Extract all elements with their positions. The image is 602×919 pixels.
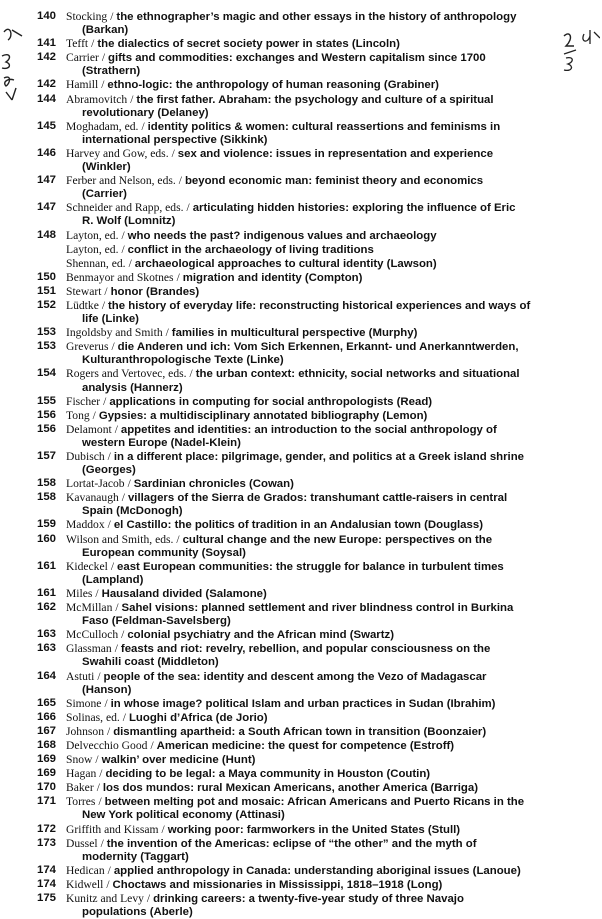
bibliography-entry [0,395,602,409]
entry-author: Solinas, ed. [66,710,120,724]
entry-separator: / [171,147,175,160]
entry-author: Abramovitch [66,92,128,106]
entry-author: Stewart [66,284,102,298]
entry-number: 145 [36,119,56,132]
entry-author: Ferber and Nelson, eds. [66,174,176,188]
entry-separator: / [115,602,119,615]
bibliography-entry [0,450,602,477]
entry-author: Torres [66,795,96,809]
entry-title: articulating hidden histories: exploring the influence of Eric [192,202,516,215]
entry-separator: / [101,299,106,312]
bibliography-entry [0,93,602,120]
entry-number: 147 [36,201,56,214]
entry-title: feasts and riot: revelry, rebellion, and popular consciousness on the [120,643,491,656]
entry-author: Miles [66,586,93,600]
entry-author: Baker [66,781,94,795]
entry-separator: / [107,864,111,877]
bibliography-entry [0,642,602,669]
entry-number: 164 [36,669,56,682]
entry-title: Hausaland divided (Salamone) [101,587,267,600]
entry-number: 146 [36,146,56,159]
entry-number: 156 [36,422,56,435]
entry-title: identity politics & women: cultural reassertions and feminisms in [147,120,501,133]
entry-author: Hamill [66,78,99,92]
entry-author: Dubisch [66,450,105,463]
bibliography-entry [0,299,602,326]
entry-title: sex and violence: issues in representation and experience [177,147,494,160]
bibliography-entry [0,823,602,837]
entry-title: in whose image? political Islam and urban practices in Sudan (Ibrahim) [110,697,496,710]
entry-number: 170 [36,781,56,794]
entry-title: Luoghi d’Africa (de Jorio) [128,711,268,724]
entry-title-continuation: analysis (Hannerz) [82,381,183,394]
entry-number: 168 [36,738,56,751]
bibliography-entry [0,423,602,450]
entry-number: 152 [36,298,56,311]
entry-title: applications in computing for social anthropologists (Read) [109,395,433,408]
entry-title-continuation: (Barkan) [82,24,129,37]
entry-author: Layton, ed. [66,228,119,242]
entry-number: 172 [36,822,56,835]
entry-separator: / [176,271,180,284]
entry-title: die Anderen und ich: Vom Sich Erkennen, Erkannt- und Anerkanntwerden, [117,341,519,354]
entry-author: Greverus [66,340,109,354]
entry-number: 159 [36,518,56,531]
entry-number: 150 [36,270,56,283]
entry-number: 157 [36,450,56,462]
entry-title: east European communities: the struggle for balance in turbulent times [117,560,504,573]
entry-number: 167 [36,724,56,737]
entry-title: walkin’ over medicine (Hunt) [101,754,256,767]
entry-author: Delvecchio Good [66,738,148,752]
entry-title: Sardinian chronicles (Cowan) [133,478,294,491]
entry-separator: / [98,796,102,809]
entry-author: Glassman [66,642,112,656]
entry-title-continuation: (Strathern) [82,65,141,78]
bibliography-entry [0,864,602,878]
entry-separator: / [110,560,115,573]
entry-author: Carrier [66,51,99,65]
entry-title: honor (Brandes) [110,285,200,298]
entry-separator: / [91,38,95,51]
bibliography-entry [0,878,602,892]
entry-author: Shennan, ed. [66,256,126,270]
bibliography-entry [0,837,602,864]
entry-title: applied anthropology in Canada: understanding aboriginal issues (Lanoue) [113,864,521,877]
entry-title: the urban context: ethnicity, social networks and situational [195,368,520,381]
bibliography-entry [0,781,602,795]
entry-separator: / [165,327,169,340]
entry-author: Tong [66,408,90,422]
entry-author: Moghadam, ed. [66,119,139,133]
bibliography-entry [0,243,602,257]
entry-title: villagers of the Sierra de Grados: transhumant cattle-raisers in central [127,492,508,505]
entry-number: 161 [36,559,56,572]
entry-number: 155 [36,394,56,407]
entry-title: conflict in the archaeology of living traditions [127,243,374,256]
entry-author: Layton, ed. [66,242,119,256]
entry-number: 144 [36,92,56,105]
entry-separator: / [121,492,125,505]
bibliography-entry [0,409,602,423]
entry-number: 153 [36,340,56,353]
entry-title: appetites and identities: an introduction to the social anthropology of [120,423,497,436]
bibliography-page [0,10,602,919]
bibliography-entry [0,201,602,228]
entry-title: archaeological approaches to cultural identity (Lawson) [134,257,437,270]
bibliography-entry [0,767,602,781]
entry-title: the invention of the Americas: eclipse of “the other” and the myth of [106,837,477,850]
entry-author: Dussel [66,836,98,850]
bibliography-entry [0,491,602,518]
entry-separator: / [104,285,108,298]
entry-number: 169 [36,767,56,780]
entry-separator: / [95,754,99,767]
entry-separator: / [101,79,105,92]
entry-separator: / [122,711,126,724]
entry-separator: / [178,175,182,188]
bibliography-entry [0,326,602,340]
entry-title: Sahel visions: planned settlement and river blindness control in Burkina [121,602,514,615]
bibliography-entry [0,560,602,587]
entry-number: 153 [36,326,56,339]
entry-author: Schneider and Rapp, eds. [66,201,184,215]
entry-title-continuation: (Lampland) [82,573,144,586]
entry-separator: / [161,823,165,836]
bibliography-entry [0,10,602,37]
entry-author: Kidwell [66,877,104,891]
entry-number: 148 [36,228,56,241]
entry-author: Kavanaugh [66,491,119,505]
bibliography-entry [0,340,602,367]
entry-title: who needs the past? indigenous values and archaeology [127,229,437,242]
entry-title-continuation: modernity (Taggart) [82,850,189,863]
bibliography-entry [0,37,602,51]
entry-separator: / [189,368,193,381]
entry-separator: / [141,120,145,133]
entry-number: 161 [36,586,56,599]
entry-title: Gypsies: a multidisciplinary annotated bibliography (Lemon) [98,409,428,422]
entry-title-continuation: European community (Soysal) [82,546,246,559]
entry-title-continuation: Swahili coast (Middleton) [82,656,219,669]
entry-author: Fischer [66,394,101,408]
entry-author: Benmayor and Skotnes [66,270,174,284]
bibliography-entry [0,257,602,271]
entry-author: Griffith and Kissam [66,822,159,836]
entry-separator: / [92,409,96,422]
bibliography-entry [0,147,602,174]
bibliography-entry [0,587,602,601]
entry-author: McMillan [66,601,113,615]
entry-author: Harvey and Gow, eds. [66,146,169,160]
entry-number: 160 [36,532,56,545]
entry-author: Delamont [66,422,112,436]
bibliography-entry [0,892,602,919]
bibliography-entry [0,271,602,285]
entry-title-continuation: Faso (Feldman-Savelsberg) [82,615,231,628]
entry-title-continuation: Kulturanthropologische Texte (Linke) [82,354,284,367]
entry-number: 174 [36,877,56,890]
entry-title: the first father. Abraham: the psychology and culture of a spiritual [136,93,494,106]
entry-number: 158 [36,477,56,490]
entry-number: 141 [36,37,56,50]
entry-title-continuation: life (Linke) [82,313,139,326]
entry-separator: / [106,878,110,891]
entry-separator: / [111,341,115,354]
entry-number: 142 [36,51,56,64]
entry-number: 166 [36,710,56,723]
entry-title: Choctaws and missionaries in Mississippi, 1818–1918 (Long) [112,878,443,891]
entry-title: ethno-logic: the anthropology of human reasoning (Grabiner) [107,79,439,92]
entry-separator: / [130,93,134,106]
entry-number: 162 [36,601,56,614]
entry-number: 174 [36,863,56,876]
entry-title-continuation: revolutionary (Delaney) [82,106,209,119]
bibliography-entry [0,795,602,822]
entry-title: the dialectics of secret society power in states (Lincoln) [97,38,400,51]
entry-title: dismantling apartheid: a South African town in transition (Boonzaier) [113,725,487,738]
bibliography-entry [0,285,602,299]
entry-separator: / [127,478,131,491]
entry-title-continuation: New York political economy (Attinasi) [82,809,285,822]
entry-title-continuation: international perspective (Sikkink) [82,133,268,146]
entry-title: los dos mundos: rural Mexican Americans, another America (Barriga) [102,782,479,795]
entry-title: drinking careers: a twenty-five-year study of three Navajo [153,893,464,905]
bibliography-entry [0,753,602,767]
entry-number: 165 [36,696,56,709]
entry-separator: / [95,587,99,600]
entry-number: 154 [36,367,56,380]
entry-author: Johnson [66,724,105,738]
bibliography-entry [0,725,602,739]
bibliography-entry [0,174,602,201]
entry-author: Snow [66,753,93,767]
entry-separator: / [186,202,190,215]
entry-separator: / [107,725,111,738]
entry-author: Tefft [66,37,89,51]
entry-number: 175 [36,892,56,904]
entry-separator: / [121,629,125,642]
entry-title: families in multicultural perspective (Murphy) [171,327,418,340]
entry-author: Ingoldsby and Smith [66,326,163,340]
entry-number: 163 [36,642,56,655]
entry-author: Rogers and Vertovec, eds. [66,367,187,381]
entry-title: American medicine: the quest for competence (Estroff) [156,739,455,752]
entry-title: between melting pot and mosaic: African Americans and Puerto Ricans in the [104,796,525,809]
entry-number: 171 [36,795,56,808]
entry-separator: / [146,893,151,905]
entry-number: 142 [36,78,56,91]
entry-title-continuation: western Europe (Nadel-Klein) [82,436,241,449]
entry-number: 163 [36,628,56,641]
entry-author: McCulloch [66,628,119,642]
entry-separator: / [114,423,118,436]
bibliography-entry [0,51,602,78]
entry-author: Maddox [66,518,105,532]
entry-title: in a different place: pilgrimage, gender, and politics at a Greek island shrine [113,451,525,463]
entry-number: 158 [36,491,56,504]
entry-separator: / [128,257,132,270]
entry-author: Lüdtke [66,298,99,312]
bibliography-entry [0,78,602,92]
entry-title: migration and identity (Compton) [182,271,363,284]
entry-author: Hagan [66,767,97,781]
entry-author: Simone [66,696,102,710]
bibliography-entry [0,120,602,147]
entry-author: Stocking [66,10,108,23]
entry-separator: / [107,451,111,463]
entry-title-continuation: Spain (McDonogh) [82,505,183,518]
entry-separator: / [104,697,108,710]
bibliography-entry [0,601,602,628]
entry-separator: / [97,670,101,683]
entry-number: 151 [36,284,56,297]
entry-title: cultural change and the new Europe: perspectives on the [182,533,493,546]
entry-title-continuation: (Georges) [82,464,136,477]
entry-number: 173 [36,836,56,849]
entry-title: beyond economic man: feminist theory and economics [184,175,484,188]
entry-separator: / [114,643,118,656]
entry-title: el Castillo: the politics of tradition in an Andalusian town (Douglass) [113,519,483,532]
entry-separator: / [150,739,154,752]
bibliography-entry [0,711,602,725]
entry-separator: / [101,52,106,65]
bibliography-entry [0,697,602,711]
entry-title: people of the sea: identity and descent among the Vezo of Madagascar [103,670,487,683]
handwritten-margin-marks-right [560,28,600,72]
entry-author: Astuti [66,669,95,683]
bibliography-entry [0,739,602,753]
entry-separator: / [103,395,107,408]
entry-separator: / [176,533,180,546]
entry-number: 140 [36,10,56,22]
entry-author: Kideckel [66,559,108,573]
entry-title: colonial psychiatry and the African mind (Swartz) [127,629,395,642]
entry-separator: / [121,243,125,256]
entry-separator: / [121,229,125,242]
handwritten-margin-marks-left [0,22,28,102]
entry-title: working poor: farmworkers in the United States (Stull) [167,823,461,836]
entry-separator: / [110,11,114,23]
entry-number: 156 [36,408,56,421]
entry-title: the history of everyday life: reconstructing historical experiences and ways of [108,299,531,312]
entry-number: 147 [36,174,56,187]
bibliography-entry [0,229,602,243]
bibliography-entry [0,533,602,560]
entry-title-continuation: R. Wolf (Lomnitz) [82,215,176,228]
bibliography-entry [0,518,602,532]
entry-separator: / [99,768,103,781]
entry-author: Wilson and Smith, eds. [66,532,174,546]
entry-author: Kunitz and Levy [66,892,144,905]
bibliography-entry [0,628,602,642]
entry-number: 169 [36,753,56,766]
entry-title-continuation: (Hanson) [82,683,132,696]
bibliography-entry [0,477,602,491]
bibliography-entry [0,670,602,697]
entry-title-continuation: (Winkler) [82,161,131,174]
entry-title: the ethnographer’s magic and other essays in the history of anthropology [116,11,517,23]
bibliography-entry [0,367,602,394]
entry-title-continuation: populations (Aberle) [82,906,193,919]
entry-separator: / [100,837,104,850]
entry-separator: / [107,519,111,532]
entry-title: deciding to be legal: a Maya community in Houston (Coutin) [105,768,431,781]
entry-author: Hedican [66,863,105,877]
entry-author: Lortat-Jacob [66,477,125,491]
entry-separator: / [96,782,100,795]
entry-title: gifts and commodities: exchanges and Western capitalism since 1700 [108,52,486,65]
entry-title-continuation: (Carrier) [82,188,127,201]
